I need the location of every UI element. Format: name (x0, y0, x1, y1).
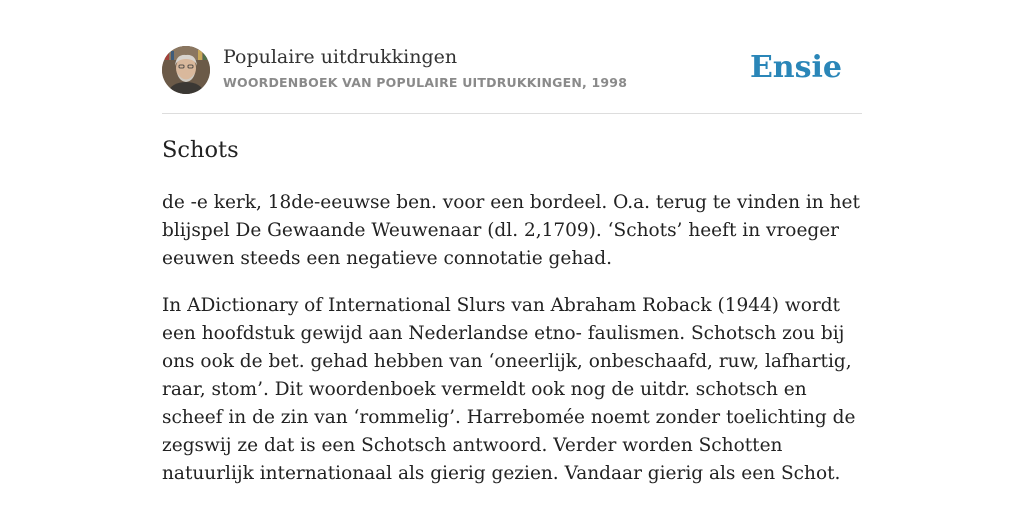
source-header (162, 46, 862, 96)
header-divider (162, 113, 862, 114)
source-title[interactable]: Populaire uitdrukkingen (223, 46, 458, 68)
entry-body (162, 189, 862, 507)
author-portrait-icon (162, 46, 210, 94)
entry-title: Schots (162, 137, 239, 163)
entry-paragraph: de -e kerk, 18de-eeuwse ben. voor een bordeel. O.a. terug te vinden in het blijspel De Gewaande Weuwenaar (dl. 2,1709). ‘Schots’ heeft in vroeger eeuwen steeds een negatieve connotatie gehad. (162, 192, 860, 269)
avatar[interactable] (162, 46, 210, 94)
entry-paragraph: In ADictionary of International Slurs van Abraham Roback (1944) wordt een hoofdstuk gewijd aan Nederlandse etno- faulismen. Schotsch zou bij ons ook de bet. gehad hebben van ‘oneerlijk, onbeschaafd, ruw, lafhartig, raar, stom’. Dit woordenboek vermeldt ook nog de uitdr. schotsch en scheef in de zin van ‘rommelig’. Harrebomée noemt zonder toelichting de zegswij ze dat is een Schotsch antwoord. Verder worden Schotten natuurlijk internationaal als gierig gezien. Vandaar gierig als een Schot. (162, 295, 856, 484)
source-subtitle: WOORDENBOEK VAN POPULAIRE UITDRUKKINGEN, 1998 (223, 75, 628, 90)
brand-logo[interactable]: Ensie (749, 50, 842, 85)
